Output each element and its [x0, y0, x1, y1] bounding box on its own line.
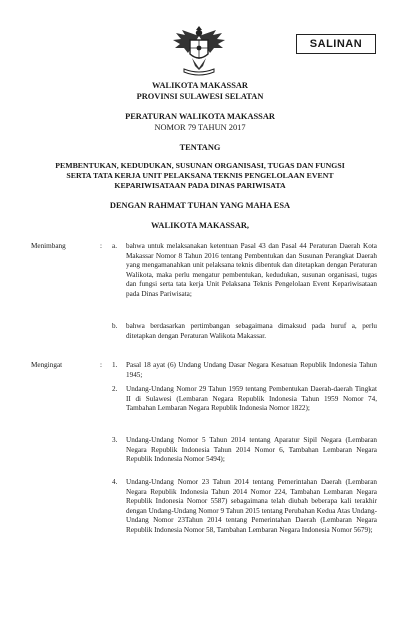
mengingat-item-3-mark: 3. — [112, 436, 118, 444]
mengingat-label: Mengingat — [31, 361, 63, 369]
mengingat-item-2: Undang-Undang Nomor 29 Tahun 1959 tentang Pembentukan Daerah-daerah Tingkat II di Sulawesi (Lembaran Negara Republik Indonesia Tahun 1959 Nomor 74, Tambahan Lembaran Negara Republik Indonesia Nomor 1822); — [126, 385, 377, 413]
title-walikota: WALIKOTA MAKASSAR — [152, 81, 248, 90]
menimbang-item-b: bahwa berdasarkan pertimbangan sebagaimana dimaksud pada huruf a, perlu ditetapkan dengan Peraturan Walikota Makassar. — [126, 322, 377, 340]
menimbang-item-a-mark: a. — [112, 242, 117, 250]
garuda-emblem-icon — [170, 26, 228, 76]
grace-line: DENGAN RAHMAT TUHAN YANG MAHA ESA — [109, 201, 291, 210]
regulation-number: NOMOR 79 TAHUN 2017 — [154, 123, 246, 132]
mengingat-item-4-mark: 4. — [112, 478, 118, 486]
menimbang-item-b-mark: b. — [112, 322, 118, 330]
menimbang-item-a: bahwa untuk melaksanakan ketentuan Pasal 43 dan Pasal 44 Peraturan Daerah Kota Makassar Nomor 8 Tahun 2016 tentang Pembentukan dan Susunan Perangkat Daerah yang mengamanahkan unit pelaksana teknis dibentuk dan ditetapkan dengan Peraturan Walikota, maka perlu mengatur pembentukan, kedudukan, susunan organisasi, tugas dan fungsi serta tata kerja Unit Pelaksana Teknis Pengelolaan Event Kepariwisataan pada Dinas Pariwisata; — [126, 242, 377, 298]
regulation-title: PERATURAN WALIKOTA MAKASSAR — [125, 112, 275, 121]
tentang-heading: TENTANG — [179, 143, 221, 152]
mengingat-item-3: Undang-Undang Nomor 5 Tahun 2014 tentang Aparatur Sipil Negara (Lembaran Negara Republik Indonesia Tahun 2014 Nomor 6, Tambahan Lembaran Negara Republik Indonesia Nomor 5494); — [126, 436, 377, 464]
menimbang-label: Menimbang — [31, 242, 66, 250]
subject-line-1: PEMBENTUKAN, KEDUDUKAN, SUSUNAN ORGANISASI, TUGAS DAN FUNGSI — [55, 161, 345, 170]
salinan-stamp: SALINAN — [296, 34, 376, 54]
subject-line-2: SERTA TATA KERJA UNIT PELAKSANA TEKNIS PENGELOLAAN EVENT — [66, 171, 334, 180]
mengingat-item-1-mark: 1. — [112, 361, 118, 369]
authority-line: WALIKOTA MAKASSAR, — [150, 221, 250, 230]
mengingat-item-2-mark: 2. — [112, 385, 118, 393]
subject-line-3: KEPARIWISATAAN PADA DINAS PARIWISATA — [114, 181, 286, 190]
mengingat-item-4: Undang-Undang Nomor 23 Tahun 2014 tentang Pemerintahan Daerah (Lembaran Negara Republik Indonesia Tahun 2014 Nomor 224, Tambahan Lembaran Negara Republik Indonesia Nomor 5587) sebagaimana telah diubah beberapa kali terakhir dengan Undang-Undang Nomor 9 Tahun 2015 tentang Perubahan Kedua Atas Undang-Undang Nomor 23Tahun 2014 tentang Pemerintahan Daerah (Lembaran Negara Republik Indonesia Nomor 58, Tambahan Lembaran Negara Indonesia Nomor 5679); — [126, 478, 377, 534]
title-province: PROVINSI SULAWESI SELATAN — [136, 92, 264, 101]
mengingat-item-1: Pasal 18 ayat (6) Undang Undang Dasar Negara Kesatuan Republik Indonesia Tahun 1945; — [126, 361, 377, 379]
menimbang-colon: : — [100, 242, 102, 250]
mengingat-colon: : — [100, 361, 102, 369]
